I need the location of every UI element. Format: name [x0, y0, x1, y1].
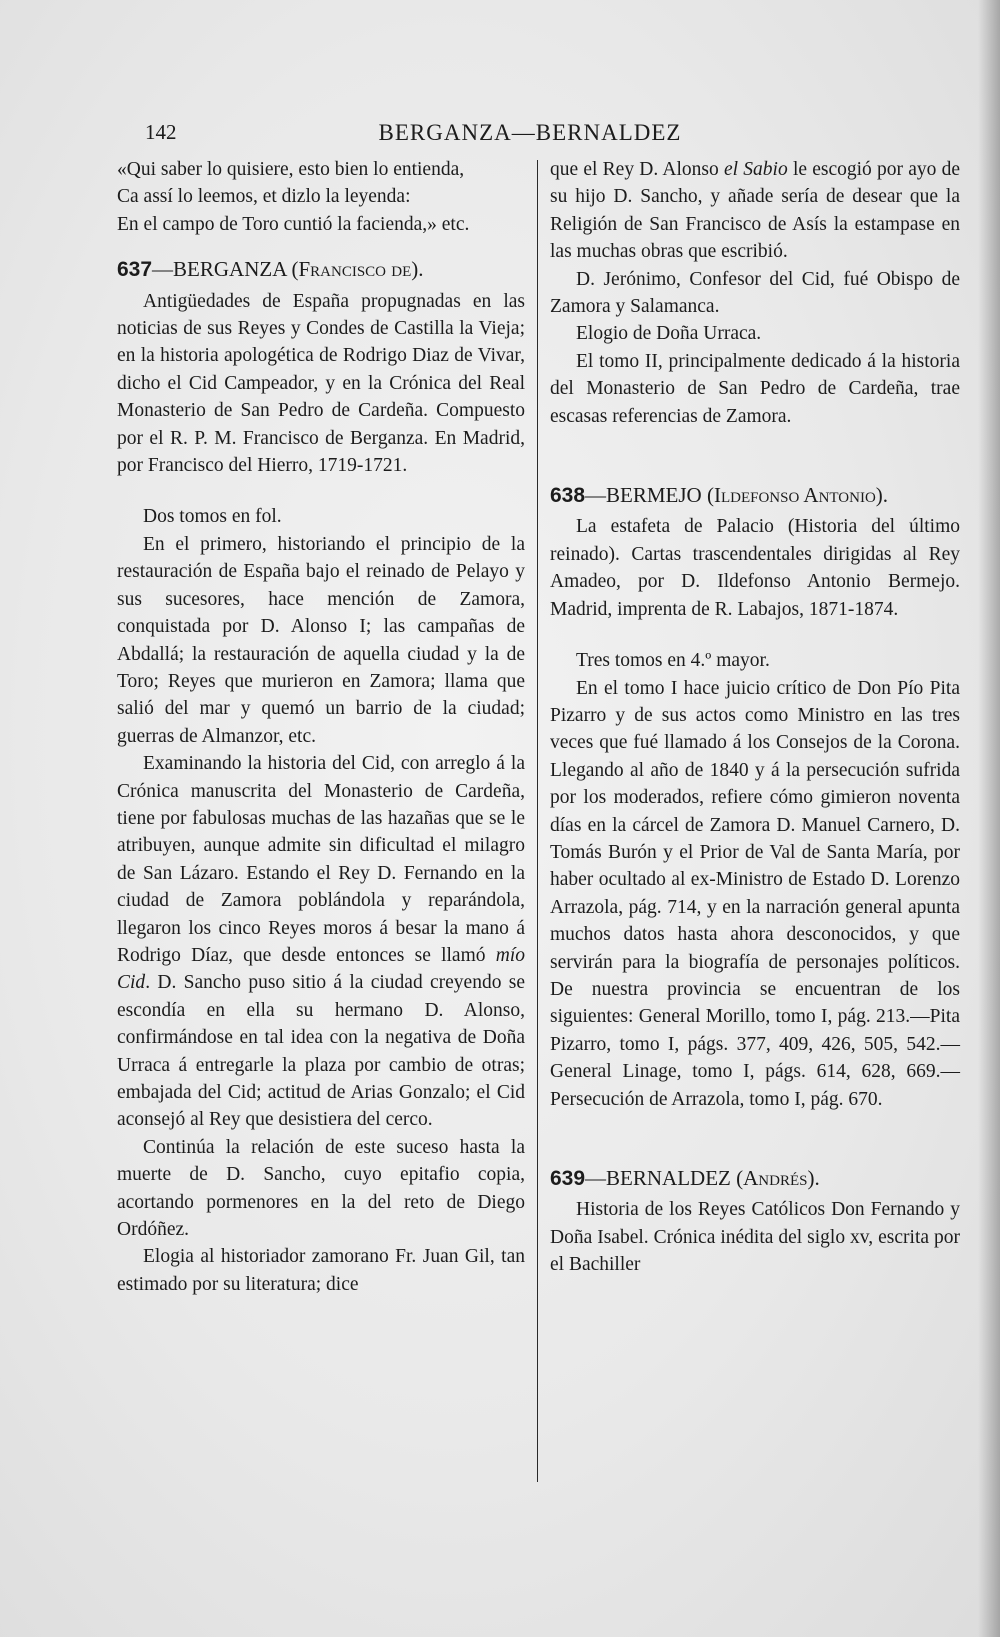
page-number: 142 — [145, 120, 177, 144]
entry-title-paragraph: Historia de los Reyes Católicos Don Fernando y Doña Isabel. Crónica inédita del siglo xv, escrita por el Bachiller — [550, 1199, 960, 1276]
italic-text: el Sabio — [723, 159, 788, 180]
text-run: . D. Sancho puso sitio á la ciudad creyendo se escondía en ella su hermano D. Alonso, confirmándose en tal idea con la negativa de Doña Urraca á entregarle la plaza por cambio de otras; embajada del Cid; actitud de Arias Gonzalo; el Cid aconsejó al Rey que desistiera del cerco. — [117, 972, 525, 1131]
body-paragraph: En el tomo I hace juicio crítico de Don Pío Pita Pizarro y de sus actos como Ministro en las tres veces que fué llamado á los Consejos de la Corona. Llegando al año de 1840 y á la persecución sufrida por los moderados, refiere cómo gimieron noventa días en la cárcel de Zamora D. Manuel Carnero, D. Tomás Burón y el Prior de Val de Santa María, por haber ocultado al ex-Ministro de Estado D. Lorenzo Arrazola, pág. 714, y en la narración general apunta muchos datos hasta ahora desconocidos, y que servirán para la biografía de personajes políticos. De nuestra provincia se encuentran de los siguientes: General Morillo, tomo I, pág. 213.—Pita Pizarro, tomo I, págs. 377, 409, 426, 505, 542.—General Linage, tomo I, págs. 614, 628, 669.—Persecución de Arrazola, tomo I, pág. 670. — [550, 677, 960, 1110]
entry-author-given-name: (Andrés). — [736, 1166, 820, 1190]
entry-author-given-name: (Francisco de). — [291, 257, 424, 282]
body-paragraph: Continúa la relación de este suceso hasta la muerte de D. Sancho, cuyo epitafio copia, acortando pormenores en la del reto de Diego Ordóñez. — [117, 1136, 525, 1241]
entry-author: —BERNALDEZ — [585, 1166, 731, 1190]
text-run: Examinando la historia del Cid, con arreglo á la Crónica manuscrita del Monasterio de Cardeña, tiene por fabulosas muchas de las hazañas que se le atribuyen, aunque admite sin dificultad el milagro de San Lázaro. Estando el Rey D. Fernando en la ciudad de Zamora poblándola y reparándola, llegaron los cinco Reyes moros á besar la mano á Rodrigo Díaz, que desde entonces se llamó — [117, 753, 525, 966]
entry-heading-638 — [550, 482, 960, 509]
body-paragraph — [550, 156, 960, 266]
page-header — [115, 120, 945, 154]
entry-number: 638 — [550, 484, 586, 508]
running-title: BERGANZA—BERNALDEZ — [378, 120, 682, 145]
body-paragraph: Elogio de Doña Urraca. — [576, 323, 762, 345]
entry-heading-639 — [550, 1165, 960, 1192]
italic-text: mío Cid — [117, 944, 526, 994]
body-paragraph — [117, 750, 525, 1134]
column-divider — [537, 160, 538, 1482]
entry-author: —BERGANZA — [152, 257, 287, 282]
entry-heading-637 — [117, 256, 525, 283]
text-run: le escogió por ayo de su hijo D. Sancho, y añade sería de desear que la Religión de San Francisco de Asís la estampase en las muchas obras que escribió. — [550, 159, 961, 263]
body-paragraph: En el primero, historiando el principio de la restauración de España bajo el reinado de Pelayo y sus sucesores, hace mención de Zamora, conquistada por D. Alonso I; las campañas de Abdallá; la restauración de aquella ciudad y la de Toro; Reyes que murieron en Zamora; llama que salió del mar y quemó un barrio de la ciudad; guerras de Almanzor, etc. — [117, 533, 525, 747]
right-column — [550, 156, 960, 1279]
entry-number: 639 — [550, 1167, 586, 1190]
entry-author-given-name: (Ildefonso Antonio). — [706, 483, 889, 508]
verse-line: «Qui saber lo quisiere, esto bien lo entienda, — [117, 159, 465, 180]
body-paragraph: Elogia al historiador zamorano Fr. Juan Gil, tan estimado por su literatura; dice — [117, 1246, 525, 1295]
verse-line: Ca assí lo leemos, et dizlo la leyenda: — [117, 186, 411, 208]
format-note: Dos tomos en fol. — [143, 506, 282, 528]
left-column — [117, 156, 525, 1298]
format-note: Tres tomos en 4.º mayor. — [576, 650, 770, 672]
entry-author: —BERMEJO — [585, 483, 702, 508]
body-paragraph: El tomo II, principalmente dedicado á la historia del Monasterio de San Pedro de Cardeña, trae escasas referencias de Zamora. — [550, 350, 960, 427]
verse-line: En el campo de Toro cuntió la facienda,» etc. — [117, 213, 470, 235]
page-edge-shadow — [978, 0, 1000, 1637]
text-run: que el Rey D. Alonso — [550, 159, 719, 180]
entry-title-paragraph: Antigüedades de España propugnadas en las noticias de sus Reyes y Condes de Castilla la Vieja; en la historia apologética de Rodrigo Diaz de Vivar, dicho el Cid Campeador, y en la Crónica del Real Monasterio de San Pedro de Cardeña. Compuesto por el R. P. M. Francisco de Berganza. En Madrid, por Francisco del Hierro, 1719-1721. — [117, 290, 525, 477]
body-paragraph: D. Jerónimo, Confesor del Cid, fué Obispo de Zamora y Salamanca. — [550, 268, 960, 318]
entry-title-paragraph: La estafeta de Palacio (Historia del último reinado). Cartas trascendentales dirigidas al Rey Amadeo, por D. Ildefonso Antonio Bermejo. Madrid, imprenta de R. Labajos, 1871-1874. — [550, 516, 960, 620]
entry-number: 637 — [117, 258, 153, 282]
